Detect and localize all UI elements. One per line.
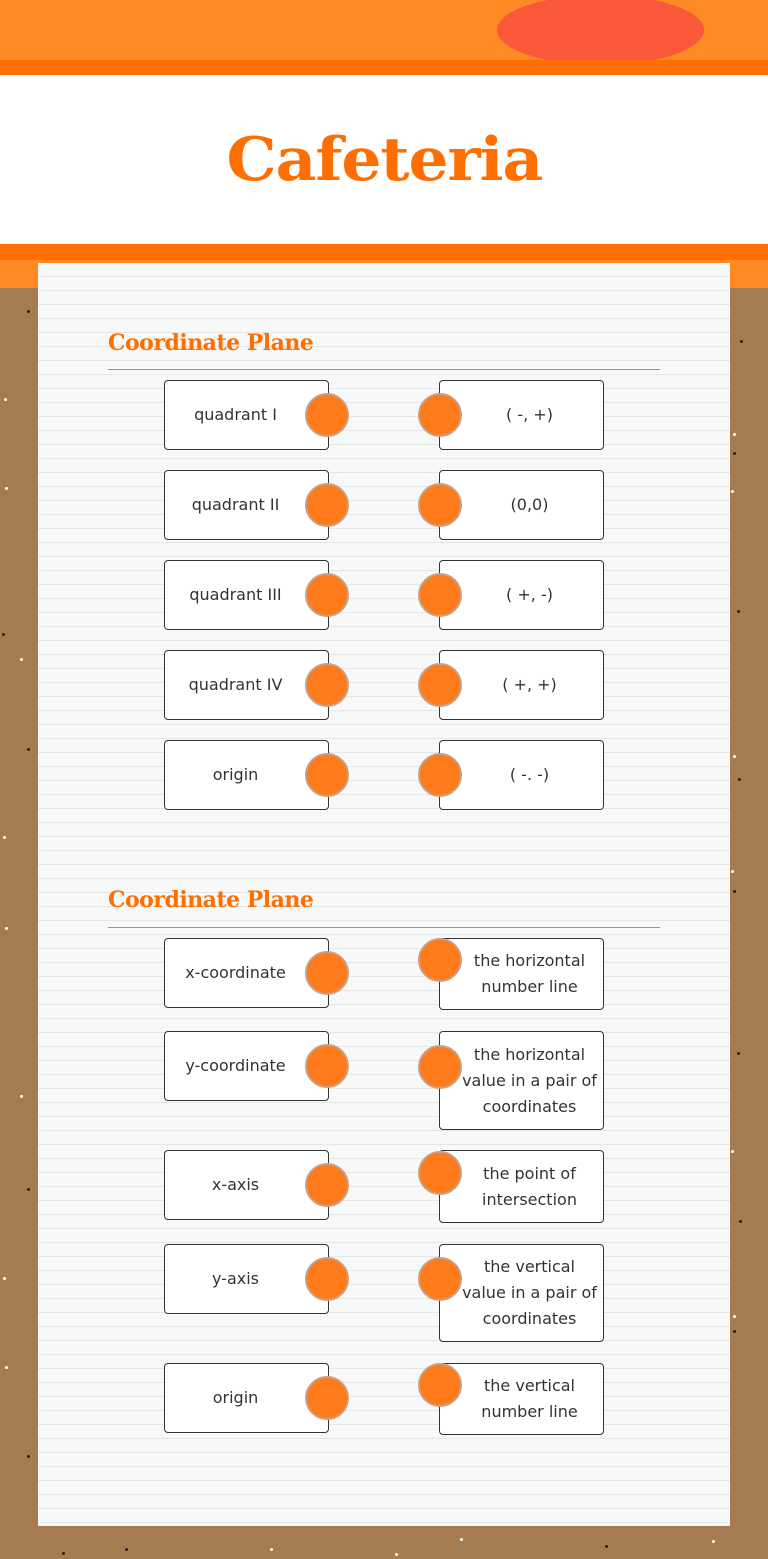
match-item-right[interactable]: [439, 1244, 604, 1342]
connector-dot-left[interactable]: [305, 393, 349, 437]
connector-dot-right[interactable]: [418, 1257, 462, 1301]
background-speck: [712, 1540, 715, 1543]
background-speck: [733, 452, 736, 455]
background-speck: [27, 1188, 30, 1191]
background-speck: [27, 1455, 30, 1458]
background-speck: [27, 748, 30, 751]
section-heading: Coordinate Plane: [108, 887, 314, 913]
background-speck: [731, 490, 734, 493]
connector-dot-left[interactable]: [305, 663, 349, 707]
connector-dot-left[interactable]: [305, 1376, 349, 1420]
match-item-label: ( -, +): [506, 405, 553, 424]
connector-dot-right[interactable]: [418, 938, 462, 982]
background-speck: [733, 755, 736, 758]
match-item-right[interactable]: [439, 938, 604, 1010]
match-item-right[interactable]: [439, 650, 604, 720]
background-speck: [20, 658, 23, 661]
match-item-right[interactable]: [439, 1031, 604, 1130]
connector-dot-right[interactable]: [418, 393, 462, 437]
background-speck: [27, 310, 30, 313]
background-speck: [738, 778, 741, 781]
match-item-label: x-coordinate: [185, 963, 286, 982]
background-speck: [737, 610, 740, 613]
connector-dot-left[interactable]: [305, 1163, 349, 1207]
match-item-right[interactable]: [439, 470, 604, 540]
match-item-label: x-axis: [211, 1175, 260, 1194]
section-divider: [108, 369, 660, 370]
background-speck: [731, 870, 734, 873]
background-speck: [125, 1548, 128, 1551]
header-banner: [0, 0, 768, 60]
match-item-label: quadrant III: [189, 585, 282, 604]
connector-dot-left[interactable]: [305, 1044, 349, 1088]
header-stripe: [0, 244, 768, 260]
connector-dot-right[interactable]: [418, 483, 462, 527]
match-item-label: ( +, +): [502, 675, 557, 694]
background-speck: [733, 890, 736, 893]
background-speck: [739, 1220, 742, 1223]
background-speck: [740, 340, 743, 343]
title-bar: [0, 75, 768, 244]
background-speck: [605, 1545, 608, 1548]
match-item-label: the horizontal value in a pair of coordinates: [462, 1044, 597, 1116]
match-item-label: origin: [212, 765, 259, 784]
match-item-label: quadrant I: [194, 405, 277, 424]
background-speck: [62, 1552, 65, 1555]
background-speck: [5, 487, 8, 490]
match-item-label: the point of intersection: [482, 1163, 577, 1209]
background-speck: [731, 1150, 734, 1153]
background-speck: [20, 1095, 23, 1098]
match-item-label: origin: [212, 1388, 259, 1407]
connector-dot-left[interactable]: [305, 753, 349, 797]
connector-dot-left[interactable]: [305, 1257, 349, 1301]
background-speck: [270, 1548, 273, 1551]
match-item-label: the vertical number line: [481, 1376, 578, 1421]
background-speck: [5, 927, 8, 930]
connector-dot-right[interactable]: [418, 1363, 462, 1407]
background-speck: [460, 1538, 463, 1541]
background-speck: [3, 1277, 6, 1280]
background-speck: [2, 633, 5, 636]
background-speck: [395, 1553, 398, 1556]
match-item-label: (0,0): [510, 495, 549, 514]
connector-dot-right[interactable]: [418, 663, 462, 707]
match-item-label: ( +, -): [506, 585, 553, 604]
section-heading: Coordinate Plane: [108, 330, 314, 356]
connector-dot-right[interactable]: [418, 1151, 462, 1195]
match-item-right[interactable]: [439, 740, 604, 810]
connector-dot-right[interactable]: [418, 1045, 462, 1089]
connector-dot-left[interactable]: [305, 573, 349, 617]
background-speck: [5, 1366, 8, 1369]
match-item-label: the vertical value in a pair of coordinates: [462, 1257, 597, 1328]
background-speck: [737, 1052, 740, 1055]
match-item-label: quadrant IV: [188, 675, 283, 694]
background-speck: [733, 1330, 736, 1333]
match-item-label: the horizontal number line: [473, 951, 586, 996]
header-stripe: [0, 60, 768, 75]
match-item-label: y-axis: [211, 1269, 259, 1288]
connector-dot-left[interactable]: [305, 483, 349, 527]
connector-dot-left[interactable]: [305, 951, 349, 995]
match-item-label: y-coordinate: [185, 1056, 286, 1075]
match-item-label: quadrant II: [191, 495, 280, 514]
background-speck: [4, 398, 7, 401]
sun-decoration: [497, 0, 704, 60]
section-divider: [108, 927, 660, 928]
page-title: Cafeteria: [226, 124, 542, 195]
connector-dot-right[interactable]: [418, 573, 462, 617]
match-item-right[interactable]: [439, 380, 604, 450]
match-item-right[interactable]: [439, 1150, 604, 1223]
background-speck: [733, 1315, 736, 1318]
match-item-label: ( -. -): [509, 765, 550, 784]
background-speck: [733, 433, 736, 436]
match-item-right[interactable]: [439, 560, 604, 630]
background-speck: [3, 836, 6, 839]
connector-dot-right[interactable]: [418, 753, 462, 797]
match-item-right[interactable]: [439, 1363, 604, 1435]
